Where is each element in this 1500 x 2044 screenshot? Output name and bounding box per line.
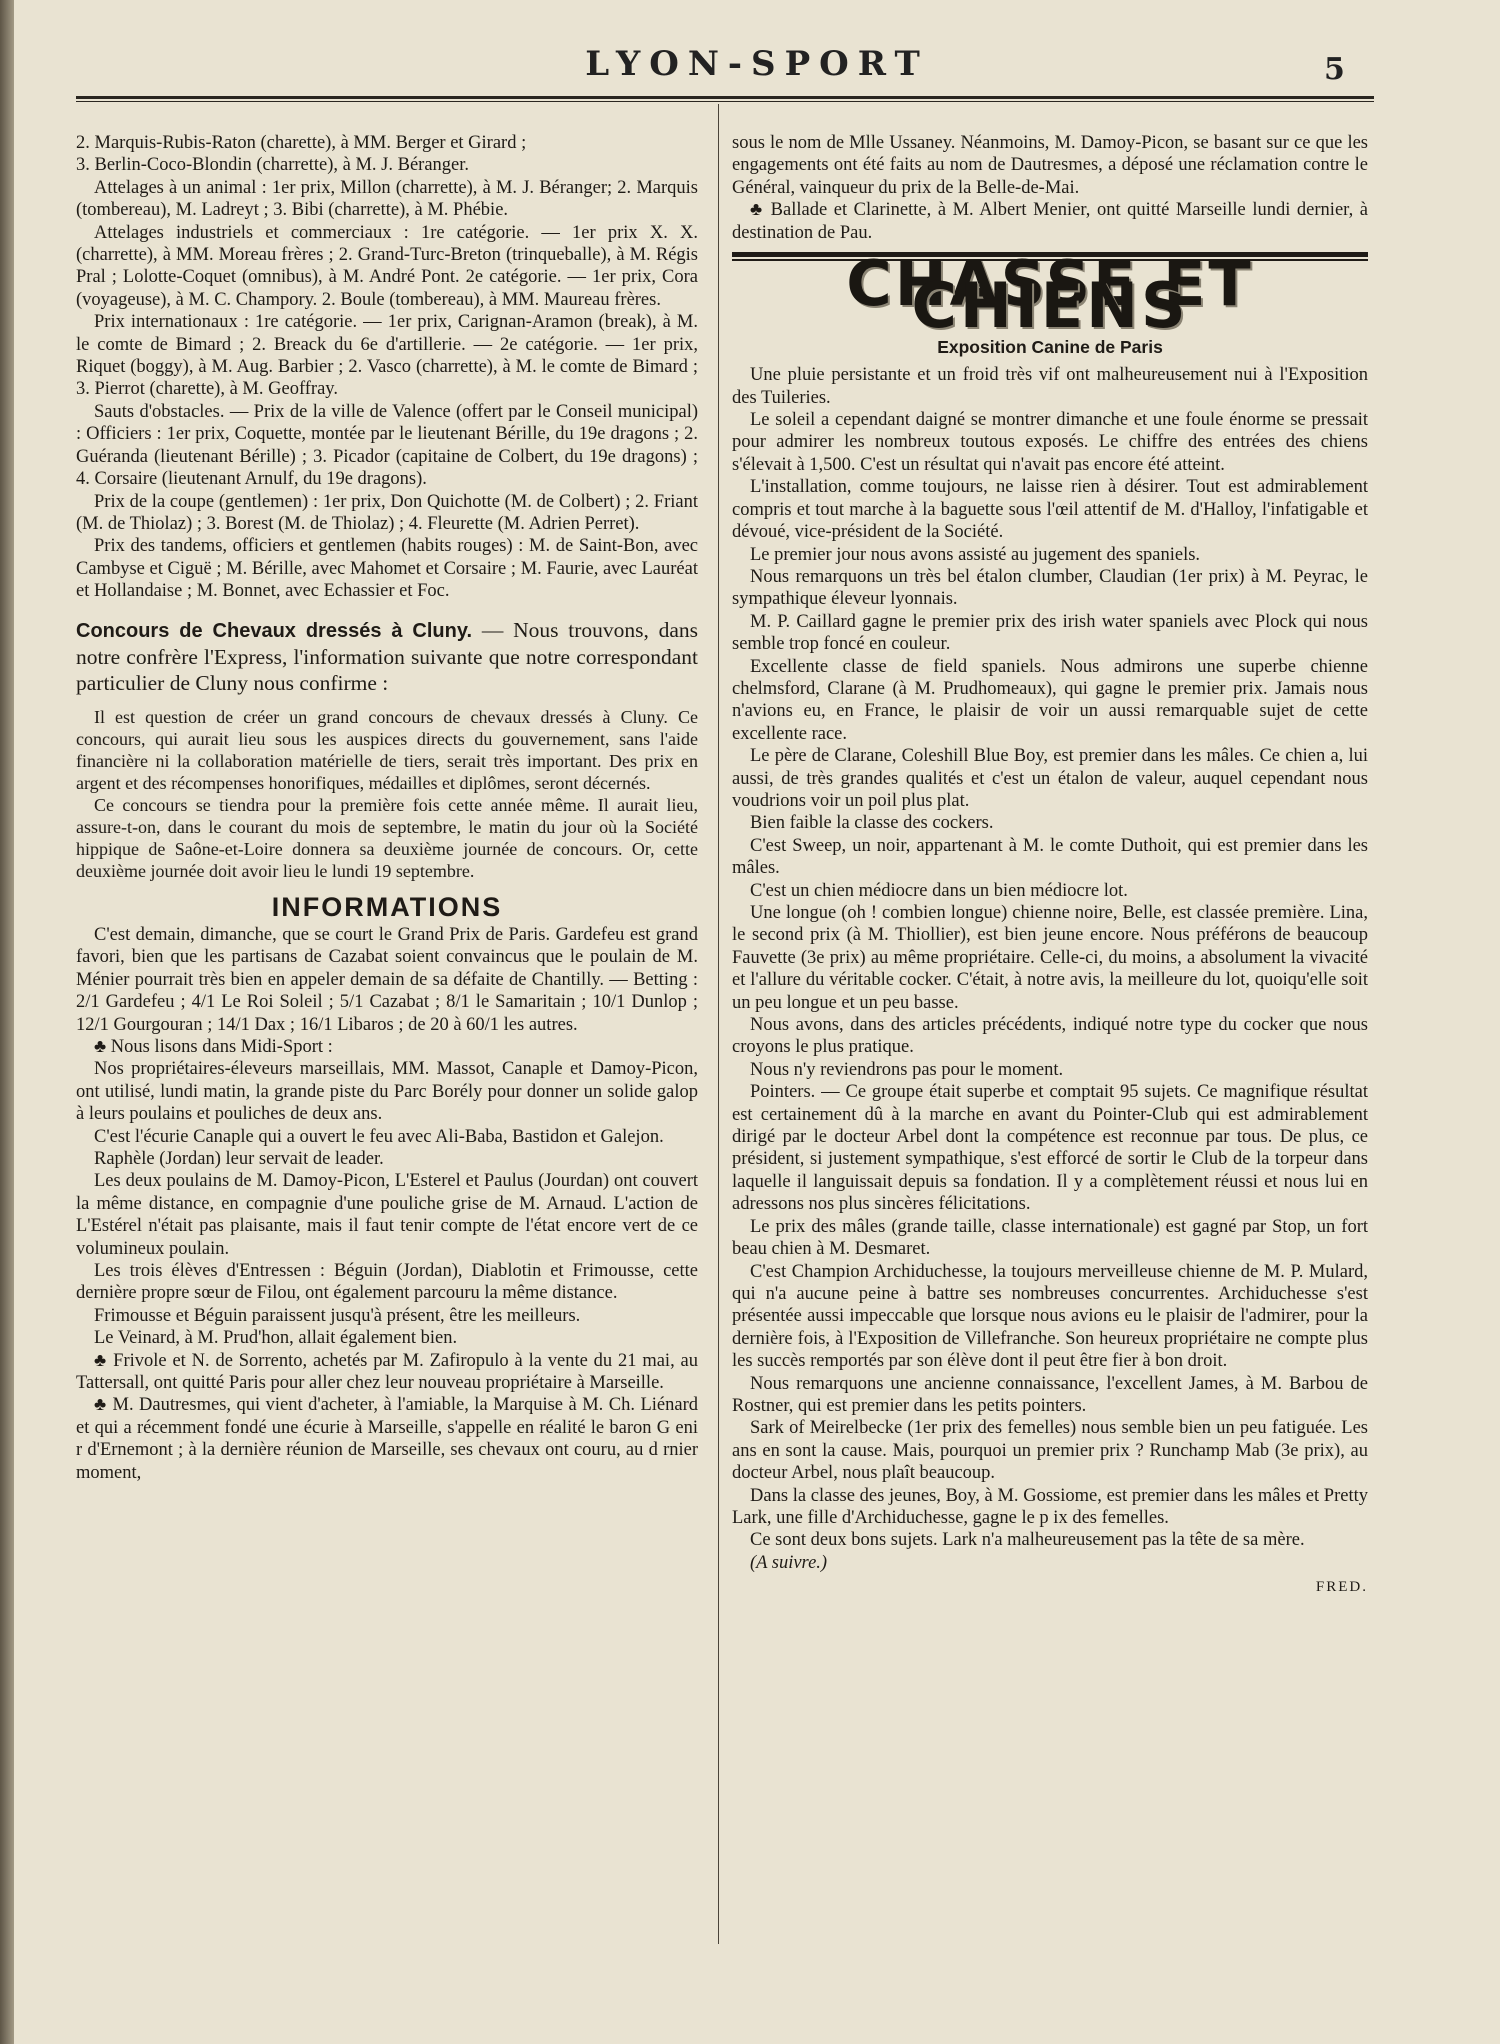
chasse-paragraph: Une pluie persistante et un froid très vif ont malheureusement nui à l'Exposition des Tuileries. [732,365,1368,408]
result-line: 2. Marquis-Rubis-Raton (charette), à MM. Berger et Girard ; [76,133,527,153]
informations-heading: INFORMATIONS [271,891,503,922]
cluny-paragraph: Il est question de créer un grand concours de chevaux dressés à Cluny. Ce concours, qui aurait lieu sous les auspices directs du gouvernement, sans l'aide financière ni la collaboration matérielle de tiers, serait très important. Des prix en argent et des récompenses honorifiques, médailles et diplômes, seront décernés. [76,706,698,793]
cluny-intro: — Nous trouvons, dans notre confrère l'Express, l'information suivante que notre correspondant particulier de Cluny nous confirme : [76,617,698,695]
author-signature: FRED. [1315,1579,1368,1596]
chasse-paragraph: L'installation, comme toujours, ne laisse rien à désirer. Tout est admirablement compris et tout marche à la baguette sous l'œil attentif de M. d'Halloy, l'infatigable et dévoué, vice-président de la Société. [732,477,1368,543]
result-paragraph: Prix de la coupe (gentlemen) : 1er prix, Don Quichotte (M. de Colbert) ; 2. Friant (M. de Thiolaz) ; 3. Borest (M. de Thiolaz) ; 4. Fleurette (M. Adrien Perret). [76,491,698,534]
to-be-continued: (A suivre.) [750,1552,828,1573]
chasse-paragraph: Pointers. — Ce groupe était superbe et comptait 95 sujets. Ce magnifique résultat est certainement dû à la marche en avant du Pointer-Club qui est admirablement dirigé par le docteur Arbel dont la compétence est reconnue par tous. De plus, ce président, si justement sympathique, s'est efforcé de sortir le Club de la torpeur dans laquelle il languissait depuis sa fondation. Il y a complètement réussi et nous lui en adressons nos plus sincères félicitations. [732,1082,1368,1215]
continuation-paragraph: sous le nom de Mlle Ussaney. Néanmoins, M. Damoy-Picon, se basant sur ce que les engagements ont été faits au nom de Dautresmes, a déposé une réclamation contre le Général, vainqueur du prix de la Belle-de-Mai. [732,133,1368,198]
chasse-paragraph: Le premier jour nous avons assisté au jugement des spaniels. [750,544,1201,565]
result-paragraph: Attelages industriels et commerciaux : 1re catégorie. — 1er prix X. X. (charrette), à MM. Moreau frères ; 2. Grand-Turc-Breton (trinqueballe), à M. Régis Pral ; Lolotte-Coquet (omnibus), à M. André Pont. 2e catégorie. — 1er prix, Cora (voyageuse), à M. C. Champory. 2. Boule (tombereau), à MM. Maureau frères. [76,222,698,310]
chasse-paragraph: Le soleil a cependant daigné se montrer dimanche et une foule énorme se pressait pour admirer les nombreux toutous exposés. Le chiffre des entrées des chiens s'élevait à 1,500. C'est un résultat qui n'avait pas encore été atteint. [732,410,1368,475]
result-line: 3. Berlin-Coco-Blondin (charrette), à M. J. Béranger. [76,155,470,176]
result-paragraph: Prix internationaux : 1re catégorie. — 1er prix, Carignan-Aramon (break), à M. le comte de Bimard ; 2. Breack du 6e d'artillerie. — 2e catégorie. — 1er prix, Riquet (boggy), à M. Aug. Barbier ; 2. Vasco (charrette), à M. le comte de Bimard ; 3. Pierrot (charette), à M. Geoffray. [76,312,698,400]
chasse-paragraph: C'est Sweep, un noir, appartenant à M. le comte Duthoit, qui est premier dans les mâles. [732,835,1368,879]
info-paragraph: Les trois élèves d'Entressen : Béguin (Jordan), Diablotin et Frimousse, cette dernière propre sœur de Filou, ont également parcouru la même distance. [76,1261,698,1304]
book-spine [0,0,14,2044]
info-paragraph: Nos propriétaires-éleveurs marseillais, MM. Massot, Canaple et Damoy-Picon, ont utilisé, lundi matin, la grande piste du Parc Borély pour donner un solide galop à leurs poulains et pouliches de deux ans. [76,1059,698,1125]
chasse-paragraph: Sark of Meirelbecke (1er prix des femelles) nous semble bien un peu fatiguée. Les ans en sont la cause. Mais, pourquoi un premier prix ? Runchamp Mab (3e prix), au docteur Arbel, nous plaît beaucoup. [732,1418,1368,1484]
chasse-paragraph: Nous remarquons une ancienne connaissance, l'excellent James, à M. Barbou de Rostner, qui est premier dans les petits pointers. [732,1373,1368,1416]
chasse-paragraph: Ce sont deux bons sujets. Lark n'a malheureusement pas la tête de sa mère. [750,1530,1305,1551]
chasse-paragraph: Excellente classe de field spaniels. Nous admirons une superbe chienne chelmsford, Clarane (à M. Prudhomeaux), qui gagne le premier prix. Jamais nous n'avions eu, en France, le plaisir de voir un aussi remarquable sujet de cette excellente race. [732,656,1368,744]
chasse-paragraph: Une longue (oh ! combien longue) chienne noire, Belle, est classée première. Lina, le second prix (à M. Thiollier), est bien jeune encore. Nous préférons de beaucoup Fauvette (3e prix) au même propriétaire. Celle-ci, du moins, a absolument la vivacité et l'allure du véritable cocker. C'était, à notre avis, la meilleure du lot, quoiqu'elle soit un peu longue et un peu basse. [732,903,1368,1013]
info-paragraph: Les deux poulains de M. Damoy-Picon, L'Esterel et Paulus (Jourdan) ont couvert la même distance, en compagnie d'une pouliche grise de M. Arnaud. L'action de L'Estérel n'était pas plaisante, mais il faut tenir compte de l'état encore vert de ce volumineux poulain. [76,1171,698,1259]
info-paragraph: ♣ Nous lisons dans Midi-Sport : [94,1036,333,1057]
header-rule [76,96,1374,102]
info-paragraph: Frimousse et Béguin paraissent jusqu'à présent, être les meilleurs. [94,1305,581,1326]
left-column [76,132,698,1484]
result-paragraph: Attelages à un animal : 1er prix, Millon (charrette), à M. J. Béranger; 2. Marquis (tombereau), M. Ladreyt ; 3. Bibi (charrette), à M. Phébie. [76,177,698,221]
column-divider [718,104,719,1944]
cluny-paragraph: Ce concours se tiendra pour la première fois cette année même. Il aurait lieu, assure-t-on, dans le courant du mois de septembre, le matin du jour où la Société hippique de Saône-et-Loire donnera sa deuxième journée de concours. Or, cette deuxième journée doit avoir lieu le lundi 19 septembre. [76,794,698,881]
chasse-subtitle: Exposition Canine de Paris [937,336,1163,357]
cluny-title: Concours de Chevaux dressés à Cluny. [76,619,473,642]
continuation-paragraph: ♣ Ballade et Clarinette, à M. Albert Menier, ont quitté Marseille lundi dernier, à destination de Pau. [732,200,1368,243]
info-paragraph: Le Veinard, à M. Prud'hon, allait également bien. [94,1328,458,1349]
chasse-paragraph: M. P. Caillard gagne le premier prix des irish water spaniels avec Plock qui nous semble trop foncé en couleur. [732,611,1368,655]
chasse-paragraph: Bien faible la classe des cockers. [750,813,994,834]
chasse-paragraph: Le prix des mâles (grande taille, classe internationale) est gagné par Stop, un fort beau chien à M. Desmaret. [732,1216,1368,1260]
chasse-paragraph: Dans la classe des jeunes, Boy, à M. Gossiome, est premier dans les mâles et Pretty Lark, une fille d'Archiduchesse, gagne le p ix des femelles. [732,1485,1368,1528]
info-paragraph: ♣ Frivole et N. de Sorrento, achetés par M. Zafiropulo à la vente du 21 mai, au Tattersall, ont quitté Paris pour aller chez leur nouveau propriétaire à Marseille. [76,1350,698,1394]
chasse-paragraph: C'est un chien médiocre dans un bien médiocre lot. [750,880,1128,901]
info-paragraph: ♣ M. Dautresmes, qui vient d'acheter, à l'amiable, la Marquise à M. Ch. Liénard et qui a récemment fondé une écurie à Marseille, s'appelle en réalité le baron G eni r d'Ernemont ; à la dernière réunion de Marseille, ses chevaux ont couru, au d rnier moment, [76,1395,698,1483]
result-paragraph: Sauts d'obstacles. — Prix de la ville de Valence (offert par le Conseil municipal) : Officiers : 1er prix, Coquette, montée par le lieutenant Bérille, du 19e dragons ; 2. Guéranda (lieutenant Bérille) ; 3. Picador (capitaine de Colbert, du 19e dragons) ; 4. Corsaire (lieutenant Arnulf, du 19e dragons). [76,401,698,490]
page-number: 5 [1324,52,1345,87]
info-paragraph: C'est demain, dimanche, que se court le Grand Prix de Paris. Gardefeu est grand favori, bien que les partisans de Cazabat soient convaincus que le poulain de M. Ménier pourrait très bien en appeler demain de sa défaite de Chantilly. — Betting : 2/1 Gardefeu ; 4/1 Le Roi Soleil ; 5/1 Cazabat ; 8/1 le Samaritain ; 10/1 Dunlop ; 12/1 Gourgouran ; 14/1 Dax ; 16/1 Libaros ; de 20 à 60/1 les autres. [76,924,698,1035]
right-column [732,132,1368,1599]
chasse-paragraph: C'est Champion Archiduchesse, la toujours merveilleuse chienne de M. P. Mulard, qui n'a aucune peine à battre ses nombreuses concurrentes. Archiduchesse s'est présentée aussi impeccable que lorsque nous avions eu le plaisir de l'admirer, pour la dernière fois, à l'Exposition de Villefranche. Son heureux propriétaire ne compte plus les succès remportés par son élève dont il peut être fier à bon droit. [732,1261,1368,1372]
info-paragraph: C'est l'écurie Canaple qui a ouvert le feu avec Ali-Baba, Bastidon et Galejon. [94,1126,664,1147]
chasse-paragraph: Le père de Clarane, Coleshill Blue Boy, est premier dans les mâles. Ce chien a, lui aussi, de très grandes qualités et c'est un étalon de valeur, auquel cependant nous voudrions voir un poil plus plat. [732,746,1368,811]
chasse-title: CHASSE ET CHIENS [846,247,1254,343]
chasse-paragraph: Nous avons, dans des articles précédents, indiqué notre type du cocker que nous croyons le plus pratique. [732,1015,1368,1058]
cluny-quote [76,706,698,882]
result-paragraph: Prix des tandems, officiers et gentlemen (habits rouges) : M. de Saint-Bon, avec Cambyse et Ciguë ; M. Bérille, avec Mahomet et Corsaire ; M. Faurie, avec Lauréat et Hollandaise ; M. Bonnet, avec Echassier et Foc. [76,536,698,602]
masthead-title: LYON-SPORT [585,44,929,84]
info-paragraph: Raphèle (Jordan) leur servait de leader. [94,1149,384,1169]
chasse-paragraph: Nous remarquons un très bel étalon clumber, Claudian (1er prix) à M. Peyrac, le sympathique éleveur lyonnais. [732,566,1368,610]
newspaper-page [14,0,1500,2044]
cluny-lead [76,617,698,696]
chasse-paragraph: Nous n'y reviendrons pas pour le moment. [750,1059,1064,1080]
